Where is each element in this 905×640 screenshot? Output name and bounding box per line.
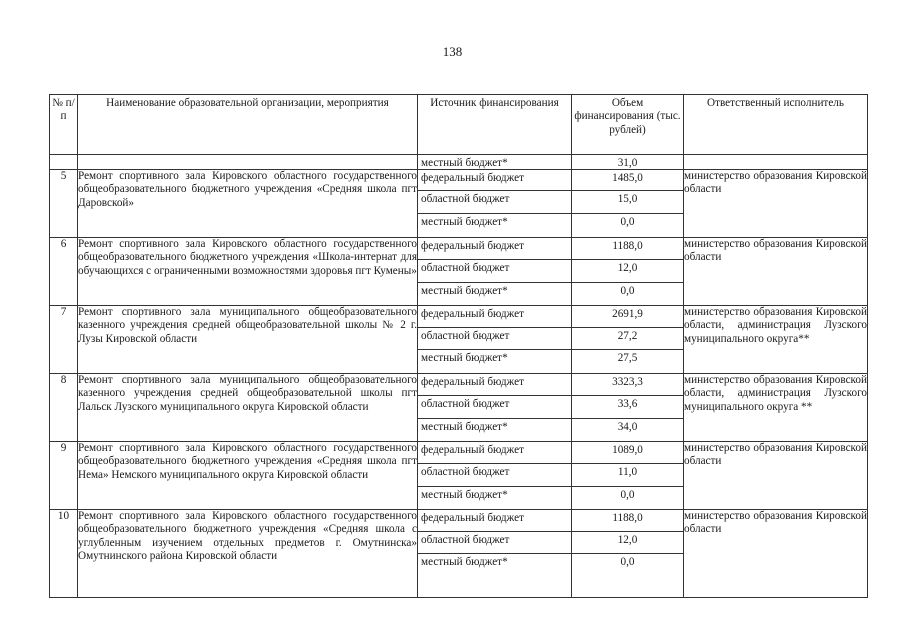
funding-source: местный бюджет* bbox=[421, 285, 508, 297]
funding-amount: 12,0 bbox=[572, 532, 683, 554]
table-row bbox=[50, 374, 868, 442]
funding-source: областной бюджет bbox=[418, 464, 571, 487]
row-responsible: министерство образования Кировской области bbox=[684, 442, 868, 510]
row-number: 5 bbox=[50, 170, 78, 238]
row-name: Ремонт спортивного зала муниципального общеобразовательного казенного учреждения средней общеобразовательной школы № 2 г. Лузы Кировской области bbox=[78, 306, 418, 374]
funding-amount: 27,2 bbox=[572, 328, 683, 350]
header-amount: Объем финансирования (тыс. рублей) bbox=[572, 95, 684, 155]
funding-source: местный бюджет* bbox=[421, 216, 508, 228]
funding-amount: 12,0 bbox=[572, 260, 683, 283]
funding-amount: 0,0 bbox=[620, 285, 635, 297]
funding-amount: 34,0 bbox=[617, 421, 638, 433]
funding-amount: 1188,0 bbox=[572, 510, 683, 532]
funding-amount: 15,0 bbox=[572, 191, 683, 214]
row-number: 6 bbox=[50, 238, 78, 306]
funding-source: федеральный бюджет bbox=[418, 510, 571, 532]
row-responsible: министерство образования Кировской области, администрация Лузского муниципального округа ** bbox=[684, 374, 868, 442]
row-name: Ремонт спортивного зала Кировского областного государственного общеобразовательного бюджетного учреждения «Средняя школа пгт Даровской» bbox=[78, 170, 418, 238]
table-row bbox=[50, 510, 868, 598]
header-name: Наименование образовательной организации, мероприятия bbox=[78, 95, 418, 155]
funding-source: местный бюджет* bbox=[421, 157, 508, 169]
row-name: Ремонт спортивного зала Кировского областного государственного общеобразовательного бюджетного учреждения «Средняя школа с углубленным изучением отдельных предметов г. Омутнинска» Омутнинского района Кировской области bbox=[78, 510, 418, 598]
funding-amount: 3323,3 bbox=[572, 374, 683, 396]
row-number: 10 bbox=[50, 510, 78, 598]
funding-amount: 1485,0 bbox=[572, 170, 683, 191]
funding-source: областной бюджет bbox=[418, 532, 571, 554]
funding-source: местный бюджет* bbox=[421, 556, 508, 568]
header-num: № п/п bbox=[50, 95, 78, 155]
funding-amount: 33,6 bbox=[572, 396, 683, 419]
funding-source: местный бюджет* bbox=[421, 352, 508, 364]
row-responsible: министерство образования Кировской области bbox=[684, 170, 868, 238]
table-row bbox=[50, 306, 868, 374]
row-number: 9 bbox=[50, 442, 78, 510]
funding-source: федеральный бюджет bbox=[418, 374, 571, 396]
header-responsible: Ответственный исполнитель bbox=[684, 95, 868, 155]
funding-amount: 11,0 bbox=[572, 464, 683, 487]
row-name: Ремонт спортивного зала Кировского областного государственного общеобразовательного бюджетного учреждения «Школа-интернат для обучающихся с ограниченными возможностями здоровья пгт Кумены» bbox=[78, 238, 418, 306]
funding-source: федеральный бюджет bbox=[418, 306, 571, 328]
funding-source: областной бюджет bbox=[418, 328, 571, 350]
funding-source: федеральный бюджет bbox=[418, 442, 571, 464]
row-responsible: министерство образования Кировской области bbox=[684, 510, 868, 598]
funding-amount: 0,0 bbox=[620, 216, 635, 228]
row-number: 7 bbox=[50, 306, 78, 374]
funding-source: федеральный бюджет bbox=[418, 238, 571, 260]
row-name: Ремонт спортивного зала муниципального общеобразовательного казенного учреждения средней общеобразовательной школы пгт Лальск Лузского муниципального округа Кировской области bbox=[78, 374, 418, 442]
funding-amount: 2691,9 bbox=[572, 306, 683, 328]
row-responsible: министерство образования Кировской области, администрация Лузского муниципального округа** bbox=[684, 306, 868, 374]
table-row bbox=[50, 442, 868, 510]
table-row bbox=[50, 238, 868, 306]
funding-source: местный бюджет* bbox=[421, 489, 508, 501]
row-number: 8 bbox=[50, 374, 78, 442]
header-source: Источник финансирования bbox=[418, 95, 572, 155]
funding-source: областной бюджет bbox=[418, 396, 571, 419]
funding-table bbox=[49, 94, 868, 598]
funding-amount: 27,5 bbox=[617, 352, 638, 364]
funding-amount: 31,0 bbox=[617, 157, 638, 169]
funding-amount: 0,0 bbox=[620, 556, 635, 568]
funding-source: местный бюджет* bbox=[421, 421, 508, 433]
table-row bbox=[50, 170, 868, 238]
table-header-row bbox=[50, 95, 868, 155]
funding-amount: 1188,0 bbox=[572, 238, 683, 260]
continuation-row bbox=[50, 155, 868, 170]
funding-amount: 1089,0 bbox=[572, 442, 683, 464]
funding-source: федеральный бюджет bbox=[418, 170, 571, 191]
funding-amount: 0,0 bbox=[620, 489, 635, 501]
funding-source: областной бюджет bbox=[418, 260, 571, 283]
page-number: 138 bbox=[442, 44, 463, 59]
funding-source: областной бюджет bbox=[418, 191, 571, 214]
row-responsible: министерство образования Кировской области bbox=[684, 238, 868, 306]
row-name: Ремонт спортивного зала Кировского областного государственного общеобразовательного бюджетного учреждения «Средняя школа пгт Нема» Немского муниципального округа Кировской области bbox=[78, 442, 418, 510]
